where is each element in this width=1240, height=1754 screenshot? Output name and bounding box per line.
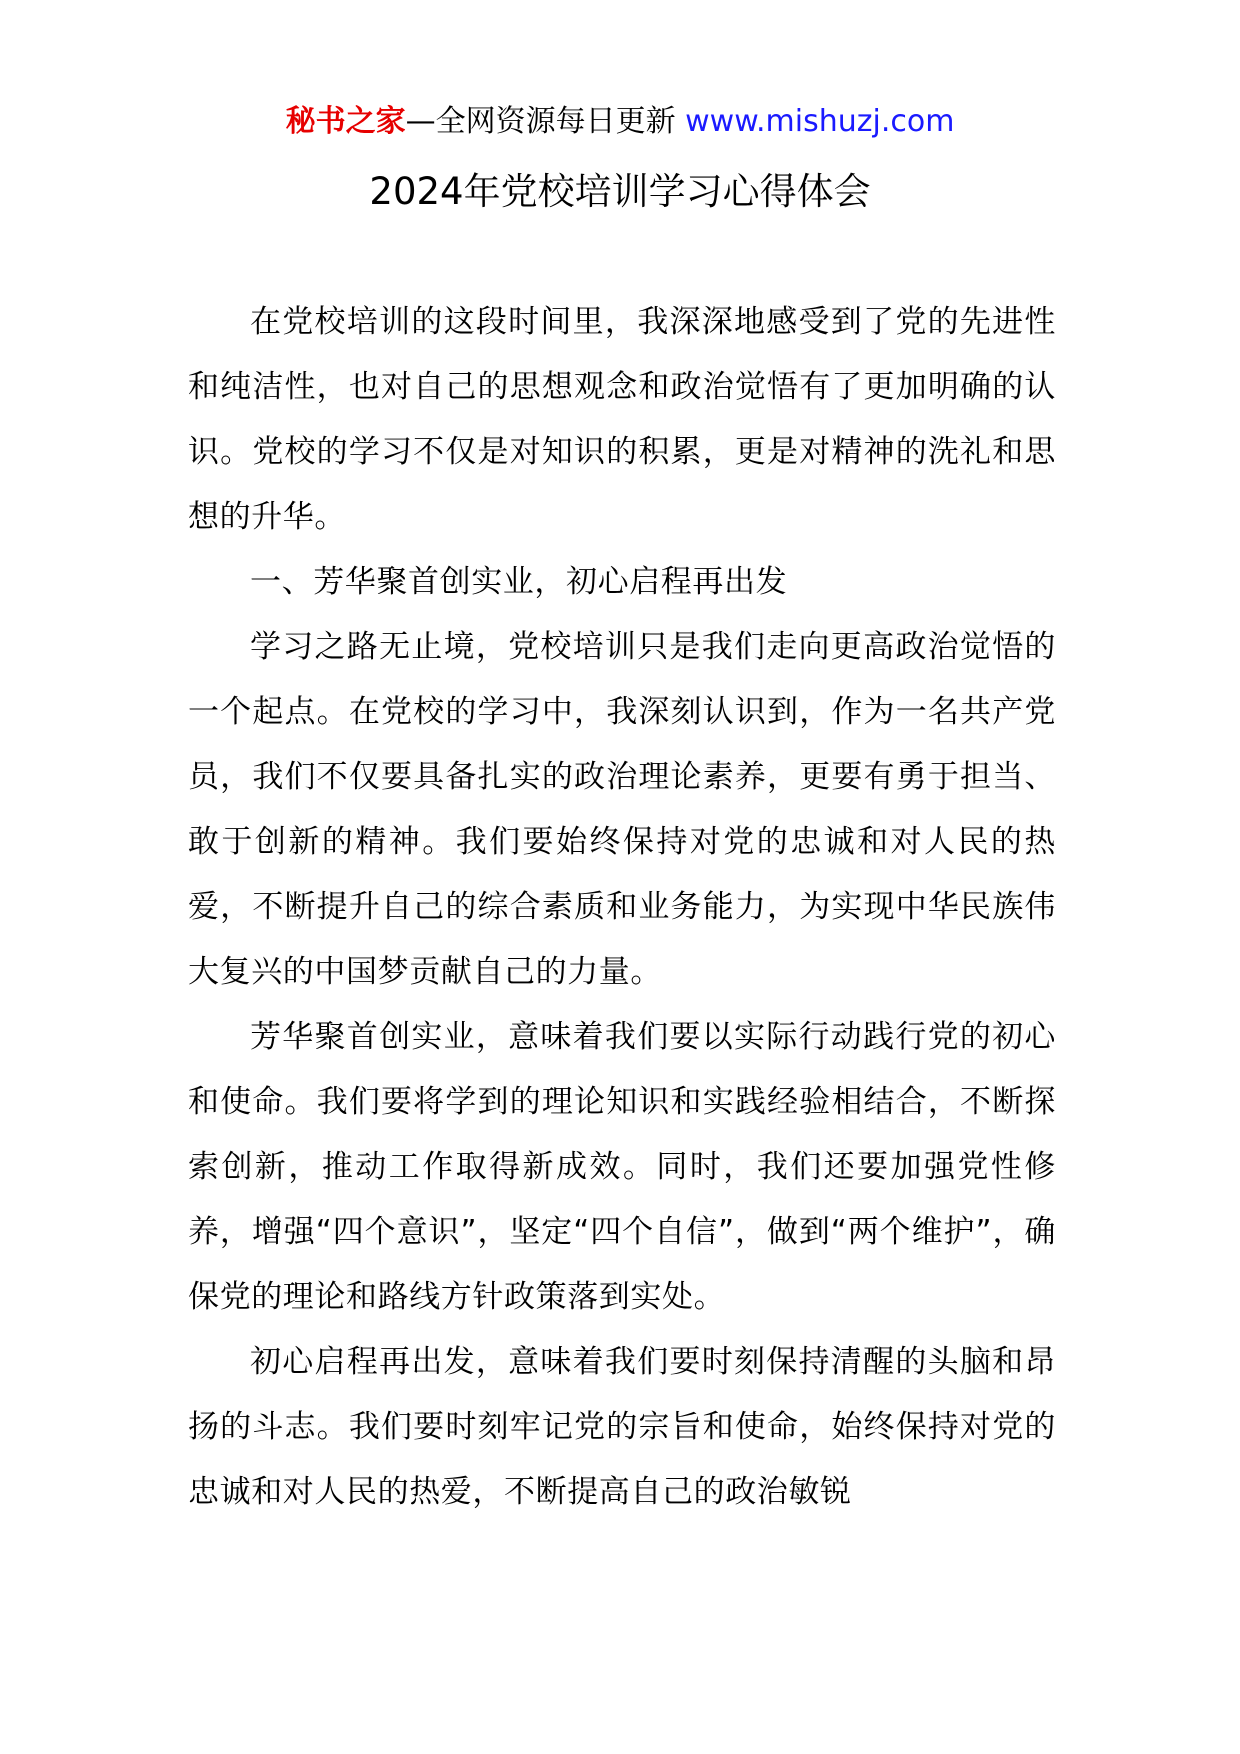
document-body [188,290,1056,1525]
site-header [0,100,1240,144]
paragraph: 芳华聚首创实业，意味着我们要以实际行动践行党的初心和使命。我们要将学到的理论知识和实践经验相结合，不断探索创新，推动工作取得新成效。同时，我们还要加强党性修养，增强“四个意识”，坚定“四个自信”，做到“两个维护”，确保党的理论和路线方针政策落到实处。 [188,1019,1056,1315]
paragraph: 学习之路无止境，党校培训只是我们走向更高政治觉悟的一个起点。在党校的学习中，我深刻认识到，作为一名共产党员，我们不仅要具备扎实的政治理论素养，更要有勇于担当、敢于创新的精神。我们要始终保持对党的忠诚和对人民的热爱，不断提升自己的综合素质和业务能力，为实现中华民族伟大复兴的中国梦贡献自己的力量。 [188,629,1056,990]
site-slogan: —全网资源每日更新 [405,104,686,139]
paragraph-intro: 在党校培训的这段时间里，我深深地感受到了党的先进性和纯洁性，也对自己的思想观念和政治觉悟有了更加明确的认识。党校的学习不仅是对知识的积累，更是对精神的洗礼和思想的升华。 [188,304,1056,535]
document-title: 2024年党校培训学习心得体会 [369,170,871,213]
site-url-link[interactable]: www.mishuzj.com [685,104,955,139]
section-heading: 一、芳华聚首创实业，初心启程再出发 [250,564,788,600]
brand-name: 秘书之家 [285,104,406,139]
paragraph: 初心启程再出发，意味着我们要时刻保持清醒的头脑和昂扬的斗志。我们要时刻牢记党的宗旨和使命，始终保持对党的忠诚和对人民的热爱，不断提高自己的政治敏锐 [188,1344,1056,1510]
